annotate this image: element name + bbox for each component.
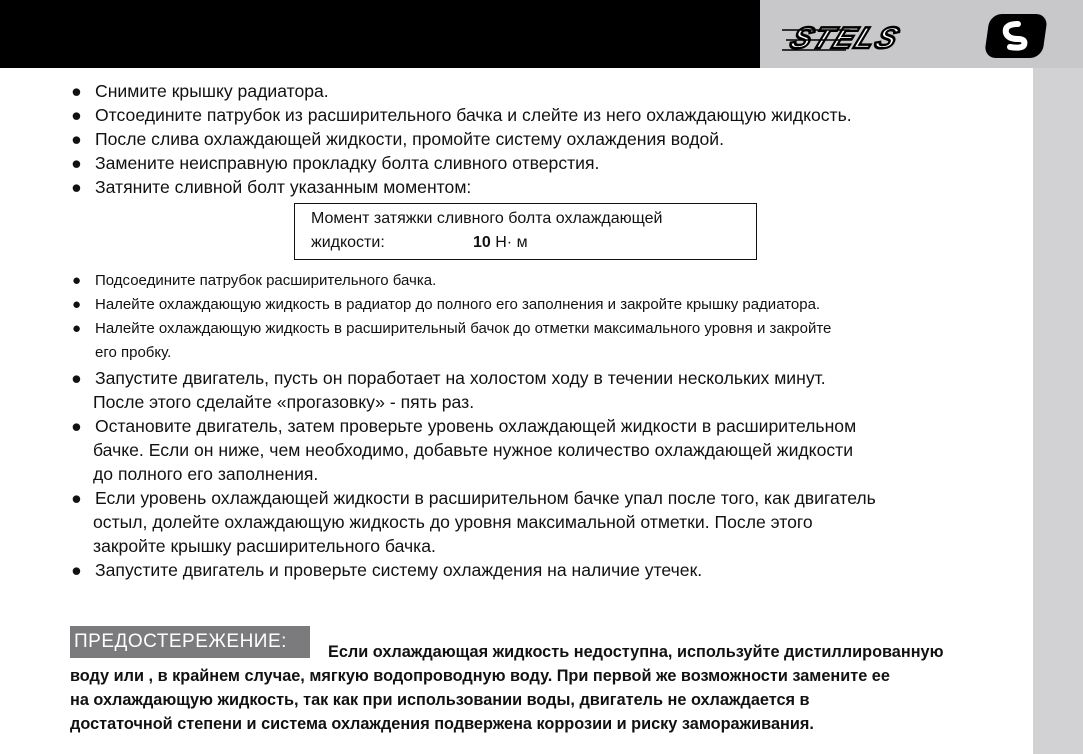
bullet-icon: ●	[71, 272, 82, 289]
step-text-cont: закройте крышку расширительного бачка.	[93, 536, 436, 556]
warning-text: на охлаждающую жидкость, так как при использовании воды, двигатель не охлаждается в	[70, 691, 810, 709]
torque-label-cont: жидкости:	[311, 234, 385, 251]
step-text: Подсоедините патрубок расширительного бачка.	[95, 272, 437, 289]
list-item	[0, 486, 1033, 510]
step-text: Запустите двигатель и проверьте систему охлаждения на наличие утечек.	[95, 560, 703, 580]
step-text-cont: до полного его заполнения.	[93, 464, 319, 484]
bullet-icon: ●	[71, 320, 82, 337]
list-item	[0, 270, 1033, 292]
step-text-cont: его пробку.	[95, 344, 172, 361]
warning-label: ПРЕДОСТЕРЕЖЕНИЕ:	[70, 626, 310, 658]
bullet-icon: ●	[71, 81, 82, 101]
side-strip	[1033, 68, 1083, 754]
step-text: Снимите крышку радиатора.	[95, 81, 329, 101]
list-item	[0, 558, 1033, 582]
warning-text: достаточной степени и система охлаждения подвержена коррозии и риску замораживания.	[70, 715, 814, 733]
bullet-icon: ●	[71, 488, 82, 508]
bullet-icon: ●	[71, 296, 82, 313]
warning-text: Если охлаждающая жидкость недоступна, используйте дистиллированную	[328, 643, 944, 661]
torque-spec-box	[294, 203, 757, 260]
step-text: Затяните сливной болт указанным моментом:	[95, 177, 472, 197]
bullet-icon: ●	[71, 416, 82, 436]
step-text: Запустите двигатель, пусть он поработает на холостом ходу в течении нескольких минут.	[95, 368, 826, 388]
list-item	[0, 79, 1033, 103]
torque-value: 10 Н· м	[473, 234, 528, 251]
stels-wordmark: STELS	[785, 21, 906, 55]
step-text: Налейте охлаждающую жидкость в расширительный бачок до отметки максимального уровня и закройте	[95, 320, 832, 337]
list-item	[0, 151, 1033, 175]
step-text: Замените неисправную прокладку болта сливного отверстия.	[95, 153, 600, 173]
step-text-cont: бачке. Если он ниже, чем необходимо, добавьте нужное количество охлаждающей жидкости	[93, 440, 854, 460]
list-item	[0, 127, 1033, 151]
bullet-icon: ●	[71, 129, 82, 149]
step-text: После слива охлаждающей жидкости, промойте систему охлаждения водой.	[95, 129, 725, 149]
list-item	[0, 366, 1033, 390]
step-text: Отсоедините патрубок из расширительного бачка и слейте из него охлаждающую жидкость.	[95, 105, 852, 125]
list-item	[0, 318, 1033, 340]
step-text: Если уровень охлаждающей жидкости в расширительном бачке упал после того, как двигатель	[95, 488, 876, 508]
list-item	[0, 294, 1033, 316]
step-text-cont: После этого сделайте «прогазовку» - пять раз.	[93, 392, 475, 412]
step-text-cont: остыл, долейте охлаждающую жидкость до уровня максимальной отметки. После этого	[93, 512, 813, 532]
step-text: Налейте охлаждающую жидкость в радиатор до полного его заполнения и закройте крышку радиатора.	[95, 296, 821, 313]
bullet-icon: ●	[71, 153, 82, 173]
bullet-icon: ●	[71, 560, 82, 580]
torque-label: Момент затяжки сливного болта охлаждающей	[311, 210, 663, 227]
warning-text: воду или , в крайнем случае, мягкую водопроводную воду. При первой же возможности замените ее	[70, 667, 890, 685]
list-item	[0, 175, 1033, 199]
bullet-icon: ●	[71, 368, 82, 388]
bullet-icon: ●	[71, 177, 82, 197]
list-item	[0, 414, 1033, 438]
list-item	[0, 103, 1033, 127]
bullet-icon: ●	[71, 105, 82, 125]
step-text: Остановите двигатель, затем проверьте уровень охлаждающей жидкости в расширительном	[95, 416, 857, 436]
